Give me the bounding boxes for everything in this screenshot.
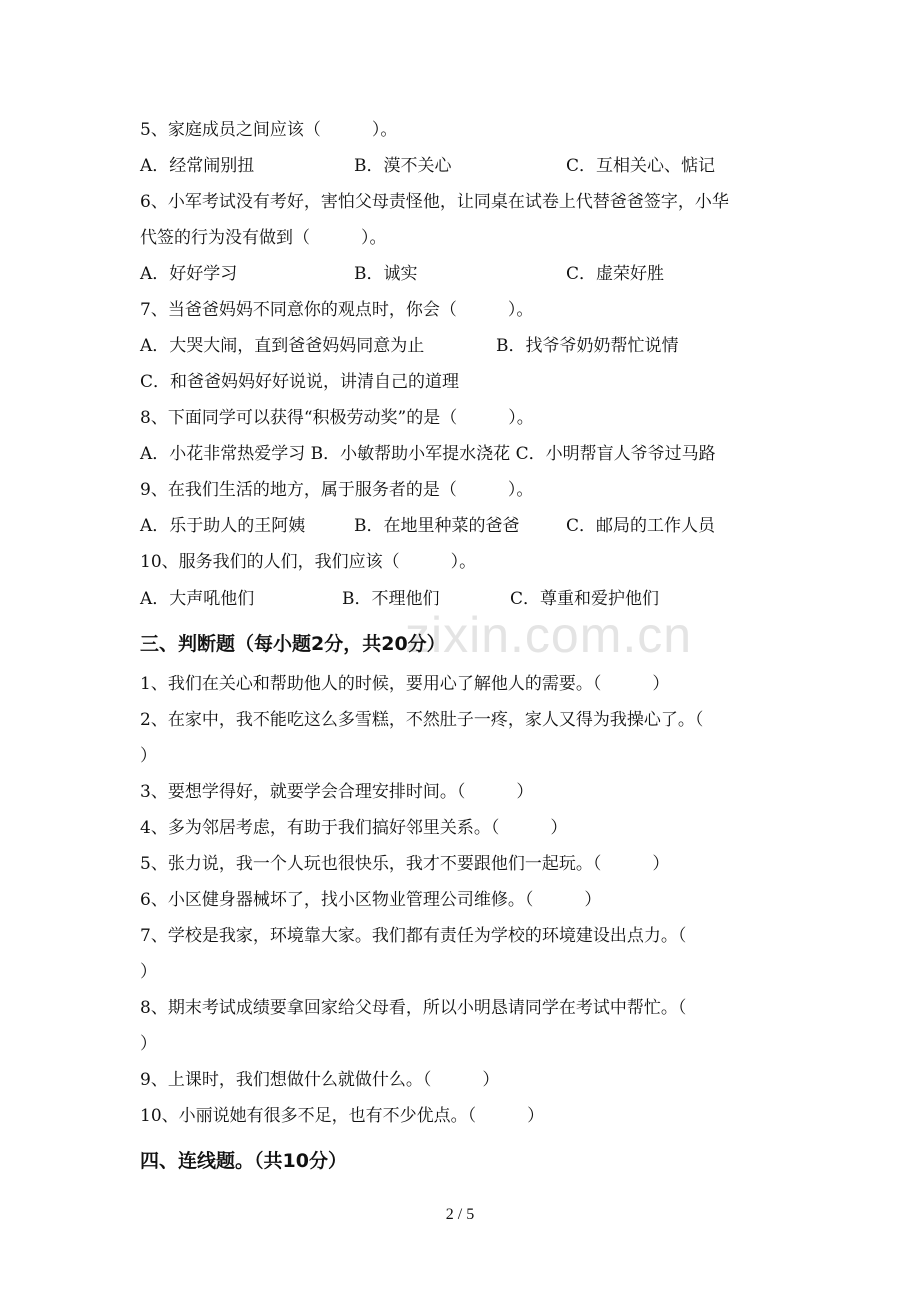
option: B．找爷爷奶奶帮忙说情 bbox=[496, 336, 679, 356]
option: C．虚荣好胜 bbox=[566, 264, 665, 284]
watermark: zixin.com.cn bbox=[405, 607, 693, 663]
judgement-item-cont: ） bbox=[140, 1034, 157, 1054]
option: A．乐于助人的王阿姨 bbox=[140, 516, 306, 536]
option: A．小花非常热爱学习 B．小敏帮助小军提水浇花 C．小明帮盲人爷爷过马路 bbox=[140, 444, 716, 464]
page-number: 2 / 5 bbox=[445, 1206, 475, 1223]
option: B．在地里种菜的爸爸 bbox=[354, 516, 520, 536]
judgement-item: 7、学校是我家，环境靠大家。我们都有责任为学校的环境建设出点力。（ bbox=[140, 926, 687, 946]
option: C．和爸爸妈妈好好说说，讲清自己的道理 bbox=[140, 372, 460, 392]
option: A．大哭大闹，直到爸爸妈妈同意为止 bbox=[140, 336, 425, 356]
judgement-item: 9、上课时，我们想做什么就做什么。（ ） bbox=[140, 1070, 500, 1090]
judgement-item: 5、张力说，我一个人玩也很快乐，我才不要跟他们一起玩。（ ） bbox=[140, 854, 670, 874]
option: A．经常闹别扭 bbox=[140, 156, 255, 176]
option: B．诚实 bbox=[354, 264, 418, 284]
option: A．大声吼他们 bbox=[140, 589, 255, 609]
question-stem: 8、下面同学可以获得“积极劳动奖”的是（ ）。 bbox=[140, 408, 534, 428]
question-stem: 5、家庭成员之间应该（ ）。 bbox=[140, 120, 398, 140]
judgement-item-cont: ） bbox=[140, 962, 157, 982]
judgement-item: 2、在家中，我不能吃这么多雪糕，不然肚子一疼，家人又得为我操心了。（ bbox=[140, 710, 704, 730]
section-heading: 三、判断题（每小题2分，共20分） bbox=[140, 633, 446, 655]
option: C．邮局的工作人员 bbox=[566, 516, 716, 536]
judgement-item: 10、小丽说她有很多不足，也有不少优点。（ ） bbox=[140, 1106, 545, 1126]
option: B．不理他们 bbox=[342, 589, 440, 609]
judgement-item: 8、期末考试成绩要拿回家给父母看，所以小明恳请同学在考试中帮忙。（ bbox=[140, 998, 687, 1018]
question-stem: 7、当爸爸妈妈不同意你的观点时，你会（ ）。 bbox=[140, 300, 534, 320]
option: C．互相关心、惦记 bbox=[566, 156, 716, 176]
option: C．尊重和爱护他们 bbox=[510, 589, 660, 609]
judgement-item: 3、要想学得好，就要学会合理安排时间。（ ） bbox=[140, 782, 534, 802]
judgement-item-cont: ） bbox=[140, 746, 157, 766]
section-heading: 四、连线题。（共10分） bbox=[140, 1150, 347, 1172]
option: B．漠不关心 bbox=[354, 156, 452, 176]
judgement-item: 1、我们在关心和帮助他人的时候，要用心了解他人的需要。（ ） bbox=[140, 674, 670, 694]
question-stem: 代签的行为没有做到（ ）。 bbox=[140, 228, 387, 248]
option: A．好好学习 bbox=[140, 264, 238, 284]
question-stem: 9、在我们生活的地方，属于服务者的是（ ）。 bbox=[140, 480, 534, 500]
question-stem: 10、服务我们的人们，我们应该（ ）。 bbox=[140, 552, 477, 572]
question-stem: 6、小军考试没有考好，害怕父母责怪他，让同桌在试卷上代替爸爸签字，小华 bbox=[140, 192, 729, 212]
judgement-item: 6、小区健身器械坏了，找小区物业管理公司维修。（ ） bbox=[140, 890, 602, 910]
judgement-item: 4、多为邻居考虑，有助于我们搞好邻里关系。（ ） bbox=[140, 818, 568, 838]
